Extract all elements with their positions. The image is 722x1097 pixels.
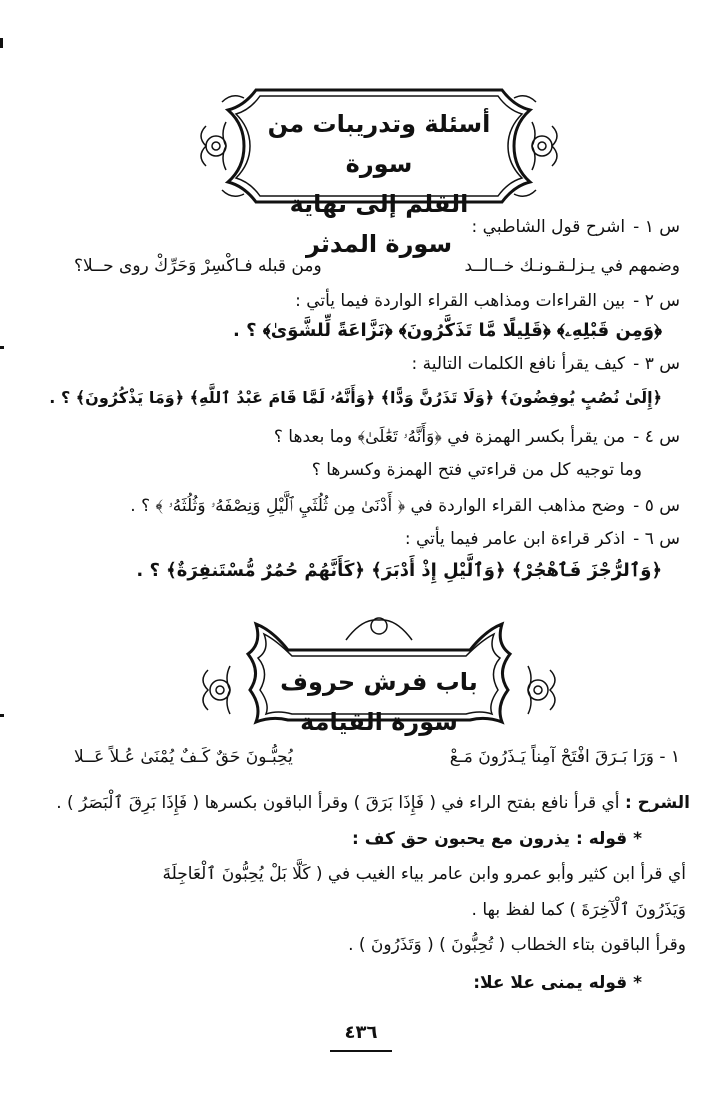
paragraph-line: وقرأ الباقون بتاء الخطاب ( تُحِبُّونَ ) ( وَتَذَرُونَ ) .: [348, 935, 686, 955]
section-title-line-2: القلم إلى نهاية سورة المدثر: [289, 190, 469, 258]
explanation-paragraph: [30, 790, 690, 816]
section-title-line-1: أسئلة وتدريبات من سورة: [267, 110, 491, 178]
verse-second-hemistich: ومن قبله فـاكْسِرْ وَحَرِّكْ روى حــلا؟: [74, 256, 322, 276]
quote-heading: * قوله يمنى علا علا:: [473, 973, 642, 993]
question-number: س ٤ -: [633, 427, 680, 447]
question-text: من يقرأ بكسر الهمزة في ﴿وَأَنَّهُۥ تَعَٰلَىٰ﴾ وما بعدها ؟: [273, 427, 626, 447]
question-4-continued: وما توجيه كل من قراءتي فتح الهمزة وكسرها ؟: [311, 460, 642, 480]
scan-mark: [0, 346, 4, 349]
scan-mark: [0, 714, 4, 717]
scan-mark: [0, 38, 3, 48]
question-2: [30, 288, 680, 314]
poem-verse: [30, 744, 680, 770]
chapter-title: باب فرش حروف سورة القيامة: [280, 668, 478, 736]
question-5: [30, 493, 680, 519]
question-text: بين القراءات ومذاهب القراء الواردة فيما يأتي :: [295, 291, 626, 311]
question-number: س ١ -: [633, 217, 680, 237]
chapter-title-frame: [196, 610, 562, 736]
quran-words: ﴿وَمِن قَبْلِهِۦ﴾ ﴿قَلِيلًا مَّا تَذَكَّرُونَ﴾ ﴿نَزَّاعَةً لِّلشَّوَىٰ﴾ ؟ .: [233, 320, 662, 341]
poem-verse: [30, 253, 680, 279]
quran-words: ﴿إِلَىٰ نُصُبٍ يُوفِضُونَ﴾ ﴿وَلَا تَذَرُنَّ وَدًّا﴾ ﴿وَأَنَّهُۥ لَمَّا قَامَ عَبْدُ ٱللَّهِ﴾ ﴿وَمَا يَذْكُرُونَ﴾ ؟ .: [49, 388, 662, 407]
question-3: [30, 351, 680, 377]
question-4: [30, 424, 680, 450]
question-text: اذكر قراءة ابن عامر فيما يأتي :: [404, 529, 626, 549]
quote-heading: * قوله : يذرون مع يحبون حق كف :: [352, 829, 642, 849]
page-number: ٤٣٦: [344, 1022, 378, 1043]
question-text: اشرح قول الشاطبي :: [471, 217, 626, 237]
question-number: س ٥ -: [633, 496, 680, 516]
question-number: س ٢ -: [633, 291, 680, 311]
question-text: وضح مذاهب القراء الواردة في ﴿ أَدْنَىٰ مِن ثُلُثَيِ ٱلَّيْلِ وَنِصْفَهُۥ وَثُلُثَهُۥ ﴾ ؟ .: [130, 496, 626, 516]
question-1: [30, 214, 680, 240]
paragraph-line: أي قرأ ابن كثير وأبو عمرو وابن عامر بياء الغيب في ( كَلَّا بَلْ يُحِبُّونَ ٱلْعَاجِلَةَ: [162, 864, 686, 884]
verse-first-hemistich: ١ - وَرَا بَـرَقَ افْتَحْ آمِناً يَـذَرُونَ مَـعْ: [449, 747, 680, 767]
question-number: س ٣ -: [633, 354, 680, 374]
question-text: كيف يقرأ نافع الكلمات التالية :: [411, 354, 626, 374]
sharh-label: الشرح :: [624, 793, 690, 813]
verse-first-hemistich: وضمهم في يـزلـقـونـك خــالــد: [464, 256, 680, 276]
question-6: [30, 526, 680, 552]
paragraph-line: وَيَذَرُونَ ٱلْآخِرَةَ ) كما لفظ بها .: [471, 900, 686, 920]
page-number-underline: [330, 1050, 392, 1052]
sharh-text: أي قرأ نافع بفتح الراء في ( فَإِذَا بَرَقَ ) وقرأ الباقون بكسرها ( فَإِذَا بَرِقَ ٱلْبَصَرُ ) .: [56, 793, 620, 813]
quran-words: ﴿وَٱلرُّجْزَ فَٱهْجُرْ﴾ ﴿وَٱلَّيْلِ إِذْ أَدْبَرَ﴾ ﴿كَأَنَّهُمْ حُمُرٌ مُّسْتَنفِرَةٌ﴾ ؟ .: [136, 560, 662, 581]
question-number: س ٦ -: [633, 529, 680, 549]
verse-second-hemistich: يُحِبُّـونَ حَقٌ كَـفٌ يُمْنَىٰ عُـلاً عَــلا: [74, 747, 293, 767]
